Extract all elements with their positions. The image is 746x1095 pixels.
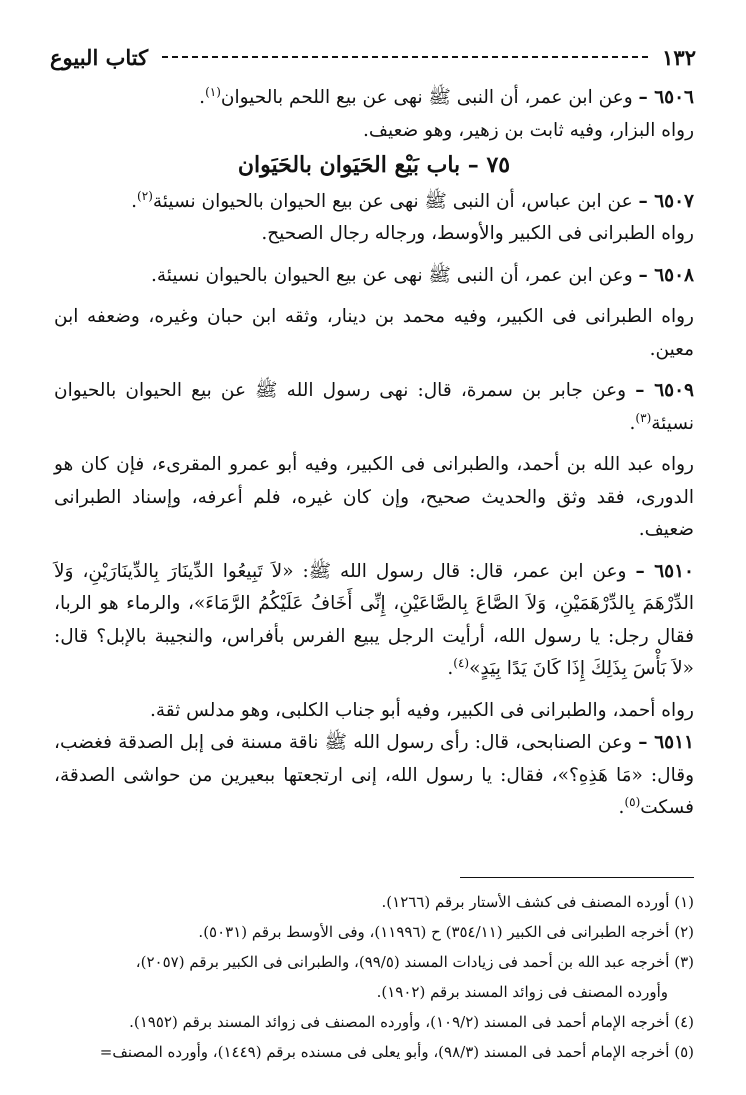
footnote-marker: (٤) (453, 655, 470, 670)
hadith-6506 (54, 82, 694, 115)
hadith-6509 (54, 375, 694, 440)
footnote-5: (٥) أخرجه الإمام أحمد فى المسند (٩٨/٣)، وأبو يعلى فى مسنده برقم (١٤٤٩)، وأورده المصنف= (99, 1043, 694, 1061)
hadith-6508 (54, 260, 694, 293)
hadith-number: ٦٥٠٨ – (638, 264, 694, 286)
footnote-3-continuation: وأورده المصنف فى زوائد المسند برقم (١٩٠٢). (376, 983, 668, 1001)
footnote-marker: (٢) (137, 188, 153, 203)
hadith-6511 (54, 727, 694, 825)
hadith-number: ٦٥١٠ – (635, 560, 694, 582)
hadith-text: وعن ابن عمر، قال: قال رسول الله ﷺ: «لاَ تَبِيعُوا الدِّينَارَ بِالدِّينَارَيْنِ، وَلاَ الدِّرْهَمَ بِالدِّرْهَمَيْنِ، وَلاَ الصَّاعَ بِالصَّاعَيْنِ، إِنِّى أَخَافُ عَلَيْكُمُ الرَّمَاءَ»، والرماء هو الربا، فقال رجل: يا رسول الله، أرأيت الرجل يبيع الفرس بأفراس، والنجيبة بالإبل؟ قال: «لاَ بَأْسَ بِذَلِكَ إِذَا كَانَ يَدًا بِيَدٍ» (54, 560, 694, 679)
takhrij-6508: رواه الطبرانى فى الكبير، وفيه محمد بن دينار، وثقه ابن حبان وغيره، وضعفه ابن معين. (54, 306, 694, 360)
hadith-text: وعن جابر بن سمرة، قال: نهى رسول الله ﷺ عن بيع الحيوان بالحيوان نسيئة (54, 380, 694, 434)
sentence-end: . (199, 87, 206, 108)
hadith-text: وعن ابن عمر، أن النبى ﷺ نهى عن بيع اللحم بالحيوان (220, 87, 633, 108)
sentence-end: . (131, 190, 138, 212)
hadith-number: ٦٥٠٦ – (638, 87, 694, 108)
footnote-marker: (٣) (635, 410, 652, 425)
hadith-6507 (54, 186, 694, 219)
footnote-marker: (٥) (624, 794, 641, 809)
footnote-separator (460, 877, 694, 878)
footnote-3: (٣) أخرجه عبد الله بن أحمد فى زيادات المسند (٩٩/٥)، والطبرانى فى الكبير برقم (٢٠٥٧)، (135, 953, 694, 971)
hadith-text: وعن ابن عمر، أن النبى ﷺ نهى عن بيع الحيوان بالحيوان نسيئة. (150, 264, 633, 286)
chapter-heading: ٧٥ – باب بَيْع الحَيَوان بالحَيَوان (237, 152, 511, 178)
hadith-text: وعن الصنابحى، قال: رأى رسول الله ﷺ ناقة مسنة فى إبل الصدقة فغضب، وقال: «مَا هَذِهِ؟»، فقال: يا رسول الله، إنى ارتجعتها ببعيرين من حواشى الصدقة، فسكت (54, 732, 694, 818)
sentence-end: . (447, 658, 454, 679)
footnote-marker: (١) (205, 84, 221, 99)
hadith-text: عن ابن عباس، أن النبى ﷺ نهى عن بيع الحيوان بالحيوان نسيئة (152, 190, 633, 212)
footnote-2: (٢) أخرجه الطبرانى فى الكبير (٣٥٤/١١) ح (١١٩٩٦)، وفى الأوسط برقم (٥٠٣١). (198, 923, 694, 941)
takhrij-6509: رواه عبد الله بن أحمد، والطبرانى فى الكبير، وفيه أبو عمرو المقرىء، فإن كان هو الدورى، فقد وثق والحديث صحيح، وإن كان غيره، فلم أعرفه، وإسناد الطبرانى ضعيف. (54, 454, 694, 540)
takhrij-6506: رواه البزار، وفيه ثابت بن زهير، وهو ضعيف. (362, 119, 694, 141)
footnote-1: (١) أورده المصنف فى كشف الأستار برقم (١٢٦٦). (381, 893, 694, 911)
hadith-number: ٦٥٠٩ – (635, 380, 694, 401)
footnote-4: (٤) أخرجه الإمام أحمد فى المسند (١٠٩/٢)، وأورده المصنف فى زوائد المسند برقم (١٩٥٢). (129, 1013, 694, 1031)
sentence-end: . (618, 797, 625, 818)
book-title: كتاب البيوع (50, 44, 149, 70)
hadith-number: ٦٥٠٧ – (638, 190, 694, 212)
main-text (54, 82, 694, 825)
page-header (50, 40, 696, 74)
footnotes (54, 887, 694, 1067)
hadith-6510 (54, 556, 694, 686)
takhrij-6510: رواه أحمد، والطبرانى فى الكبير، وفيه أبو جناب الكلبى، وهو مدلس ثقة. (149, 699, 694, 721)
hadith-number: ٦٥١١ – (638, 732, 694, 753)
page-number: ١٣٢ (662, 44, 696, 70)
sentence-end: . (629, 412, 636, 434)
header-dash-line (162, 56, 648, 58)
takhrij-6507: رواه الطبرانى فى الكبير والأوسط، ورجاله رجال الصحيح. (261, 223, 694, 244)
